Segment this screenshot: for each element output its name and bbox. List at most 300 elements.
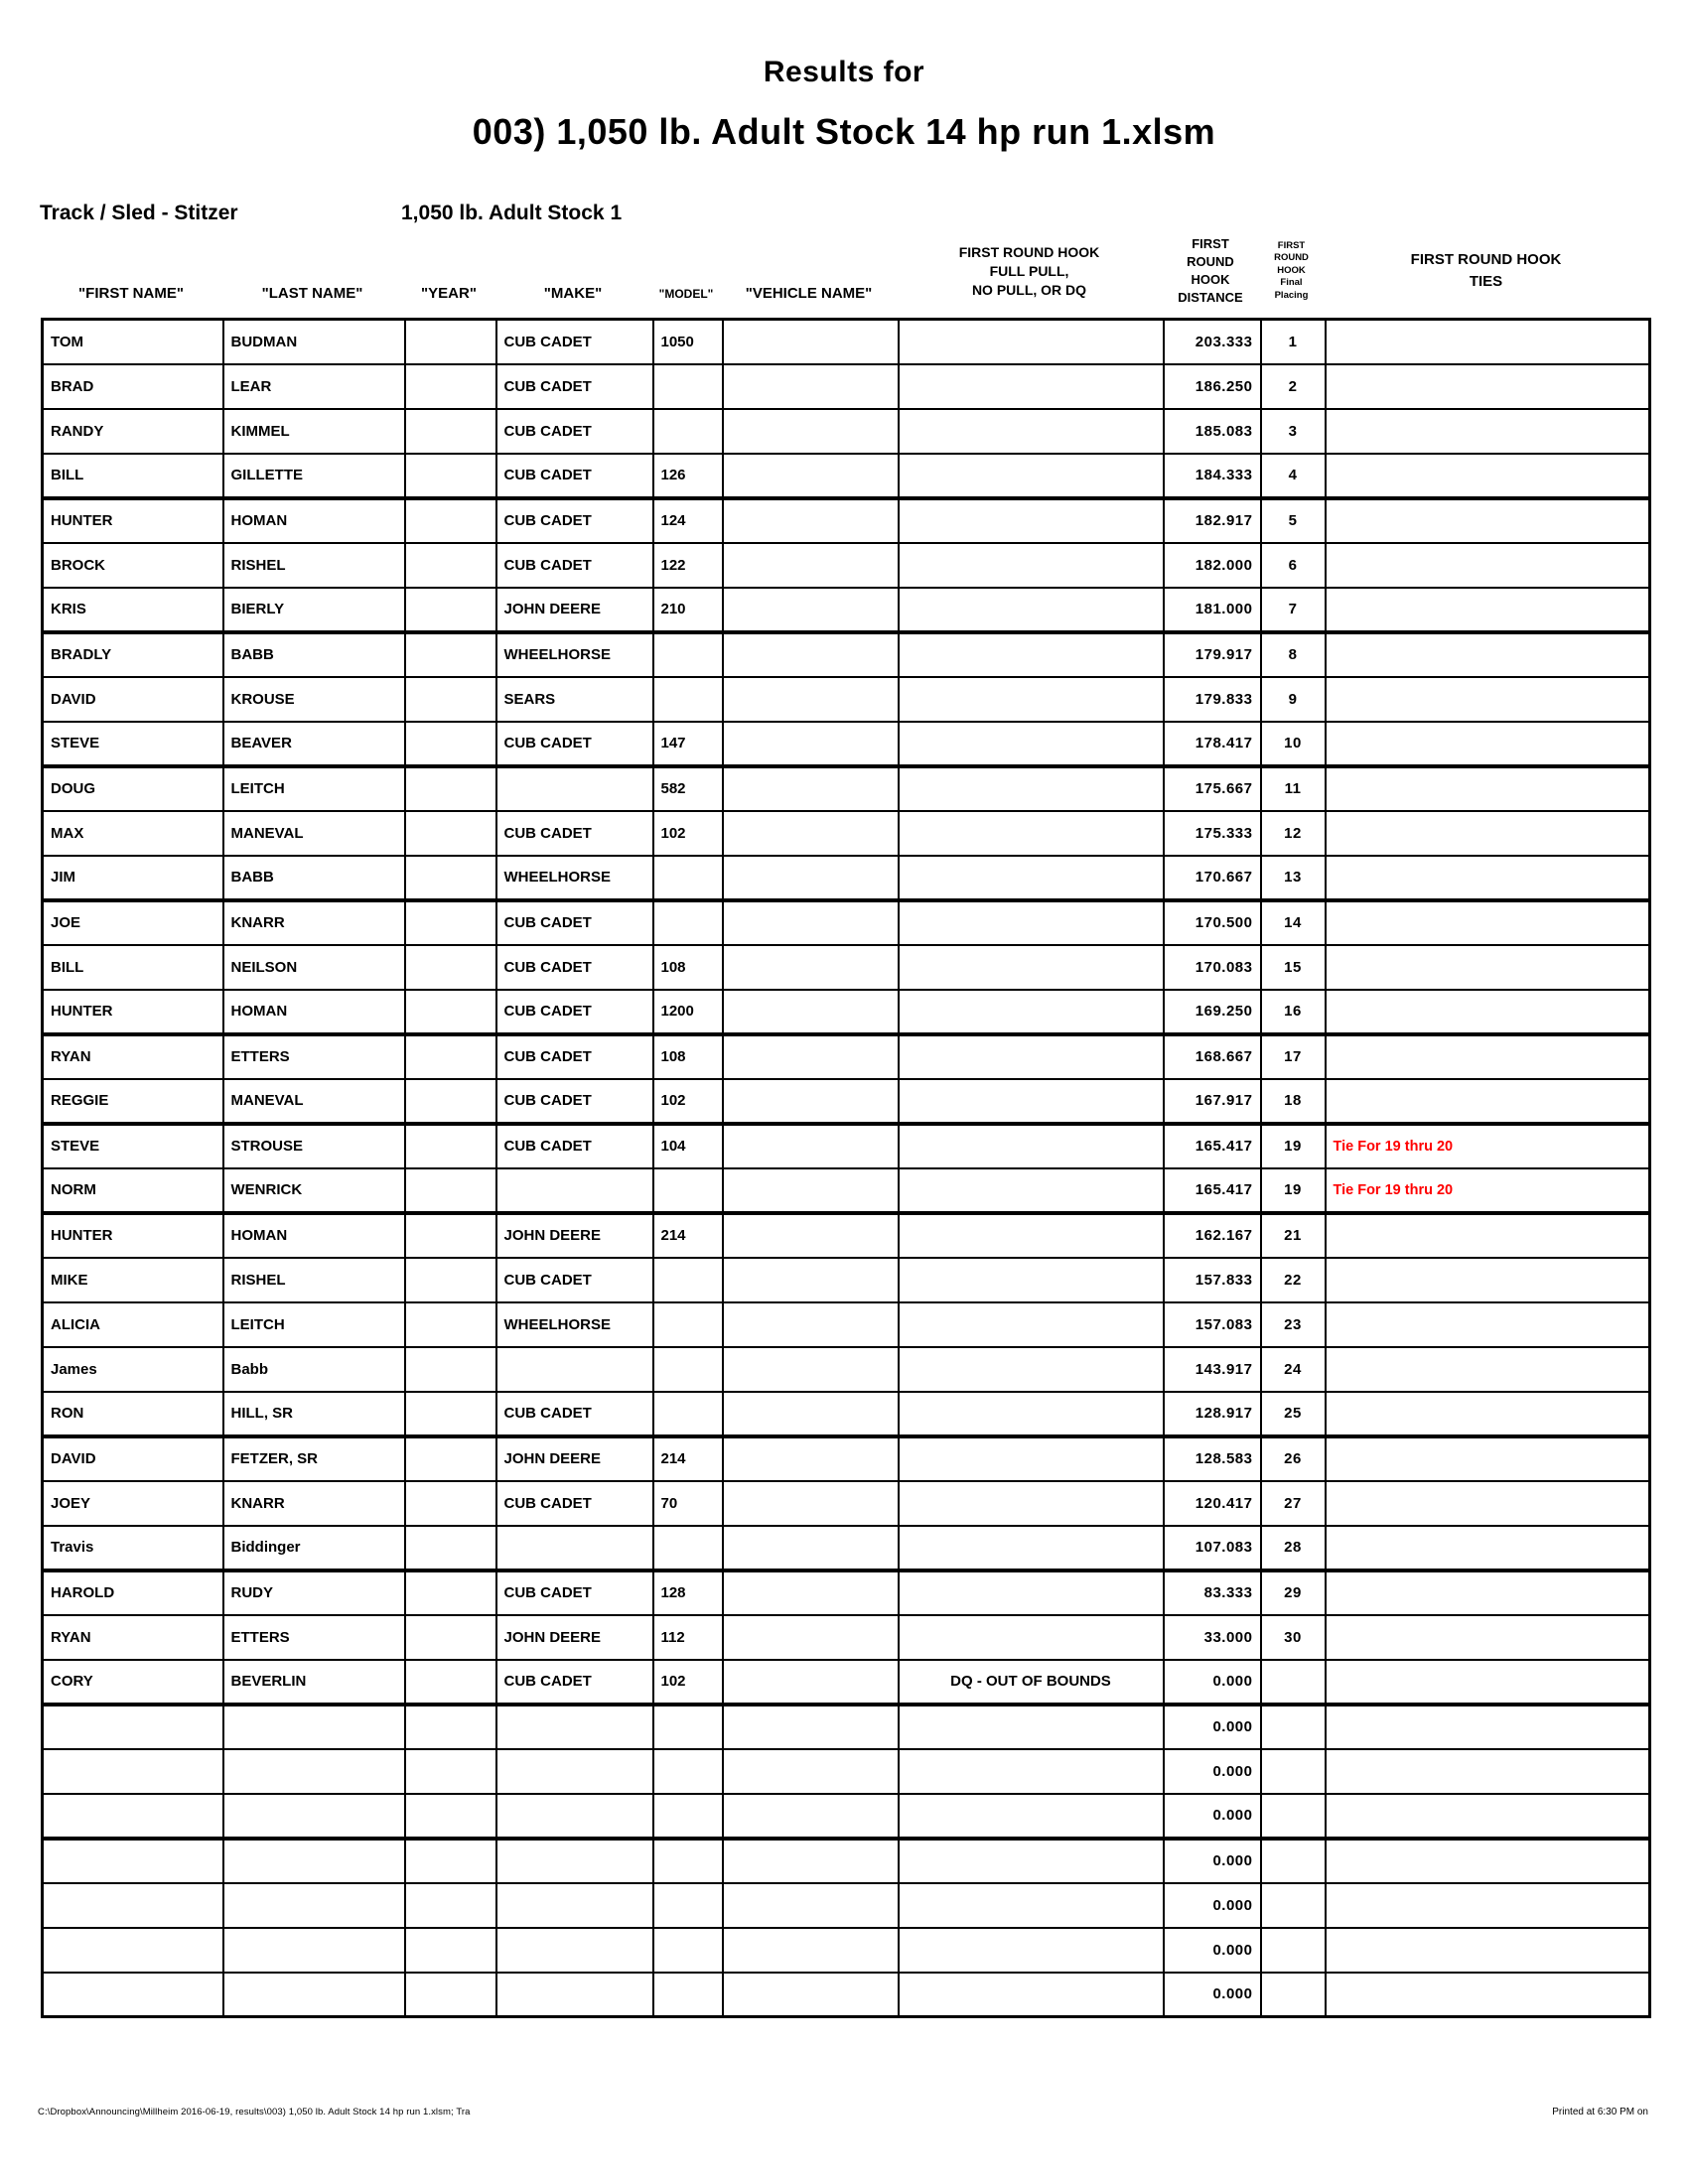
hook-result-cell — [899, 677, 1164, 722]
header-distance-line2: ROUND — [1187, 254, 1234, 269]
year-cell — [405, 1705, 496, 1749]
year-cell — [405, 990, 496, 1034]
make-cell — [496, 1973, 653, 2017]
model-cell: 112 — [653, 1615, 723, 1660]
last-name-cell: Babb — [223, 1347, 405, 1392]
table-row — [43, 1883, 1650, 1928]
header-placing-line1: FIRST — [1277, 239, 1306, 251]
year-cell — [405, 1302, 496, 1347]
make-cell — [496, 1347, 653, 1392]
make-cell: CUB CADET — [496, 543, 653, 588]
placing-cell — [1261, 1928, 1326, 1973]
table-row — [43, 1526, 1650, 1570]
last-name-cell: ETTERS — [223, 1034, 405, 1079]
first-name-cell — [43, 1794, 223, 1839]
first-name-cell: RYAN — [43, 1615, 223, 1660]
first-name-cell: HUNTER — [43, 990, 223, 1034]
vehicle-name-cell — [723, 766, 899, 811]
make-cell: JOHN DEERE — [496, 1436, 653, 1481]
hook-result-cell — [899, 766, 1164, 811]
first-name-cell — [43, 1705, 223, 1749]
placing-cell: 5 — [1261, 498, 1326, 543]
year-cell — [405, 856, 496, 900]
model-cell — [653, 1794, 723, 1839]
distance-cell: 0.000 — [1164, 1660, 1261, 1705]
header-final-placing — [1259, 224, 1324, 318]
header-last-name — [221, 224, 403, 318]
table-row — [43, 1302, 1650, 1347]
year-cell — [405, 677, 496, 722]
distance-cell: 181.000 — [1164, 588, 1261, 632]
model-cell: 108 — [653, 1034, 723, 1079]
last-name-cell — [223, 1794, 405, 1839]
year-cell — [405, 1034, 496, 1079]
first-name-cell: RON — [43, 1392, 223, 1436]
ties-cell — [1326, 1794, 1650, 1839]
distance-cell: 170.500 — [1164, 900, 1261, 945]
table-row — [43, 364, 1650, 409]
distance-cell: 162.167 — [1164, 1213, 1261, 1258]
first-name-cell: HAROLD — [43, 1570, 223, 1615]
distance-cell: 165.417 — [1164, 1124, 1261, 1168]
first-name-cell: DAVID — [43, 1436, 223, 1481]
hook-result-cell — [899, 364, 1164, 409]
model-cell — [653, 1258, 723, 1302]
hook-result-cell — [899, 856, 1164, 900]
distance-cell: 0.000 — [1164, 1973, 1261, 2017]
table-row — [43, 1481, 1650, 1526]
hook-result-cell — [899, 409, 1164, 454]
make-cell: JOHN DEERE — [496, 1213, 653, 1258]
hook-result-cell — [899, 1749, 1164, 1794]
make-cell: JOHN DEERE — [496, 588, 653, 632]
ties-cell — [1326, 1660, 1650, 1705]
hook-result-cell — [899, 498, 1164, 543]
header-make-label: "MAKE" — [543, 285, 603, 302]
hook-result-cell — [899, 1124, 1164, 1168]
hook-result-cell — [899, 320, 1164, 364]
last-name-cell: NEILSON — [223, 945, 405, 990]
distance-cell: 157.833 — [1164, 1258, 1261, 1302]
first-name-cell: JIM — [43, 856, 223, 900]
distance-cell: 185.083 — [1164, 409, 1261, 454]
header-first-round-hook-ties — [1324, 224, 1648, 318]
last-name-cell: BIERLY — [223, 588, 405, 632]
placing-cell: 11 — [1261, 766, 1326, 811]
distance-cell: 0.000 — [1164, 1839, 1261, 1883]
distance-cell: 182.917 — [1164, 498, 1261, 543]
ties-cell — [1326, 588, 1650, 632]
placing-cell — [1261, 1660, 1326, 1705]
placing-cell: 18 — [1261, 1079, 1326, 1124]
year-cell — [405, 1839, 496, 1883]
placing-cell: 19 — [1261, 1124, 1326, 1168]
first-name-cell: KRIS — [43, 588, 223, 632]
page-title: Results for — [763, 56, 925, 88]
ties-cell — [1326, 1392, 1650, 1436]
year-cell — [405, 1973, 496, 2017]
hook-result-cell — [899, 1481, 1164, 1526]
hook-result-cell — [899, 543, 1164, 588]
placing-cell: 10 — [1261, 722, 1326, 766]
vehicle-name-cell — [723, 1034, 899, 1079]
table-row — [43, 1928, 1650, 1973]
vehicle-name-cell — [723, 498, 899, 543]
distance-cell: 143.917 — [1164, 1347, 1261, 1392]
model-cell — [653, 900, 723, 945]
ties-cell — [1326, 1481, 1650, 1526]
make-cell: CUB CADET — [496, 1392, 653, 1436]
first-name-cell: HUNTER — [43, 498, 223, 543]
first-name-cell: DAVID — [43, 677, 223, 722]
hook-result-cell — [899, 945, 1164, 990]
distance-cell: 107.083 — [1164, 1526, 1261, 1570]
first-name-cell — [43, 1973, 223, 2017]
table-row — [43, 1973, 1650, 2017]
hook-result-cell — [899, 454, 1164, 498]
ties-cell — [1326, 409, 1650, 454]
year-cell — [405, 632, 496, 677]
hook-result-cell — [899, 1079, 1164, 1124]
last-name-cell: BABB — [223, 856, 405, 900]
first-name-cell: CORY — [43, 1660, 223, 1705]
column-headers — [41, 224, 1648, 318]
distance-cell: 128.583 — [1164, 1436, 1261, 1481]
table-row — [43, 1839, 1650, 1883]
distance-cell: 179.917 — [1164, 632, 1261, 677]
table-row — [43, 811, 1650, 856]
placing-cell: 2 — [1261, 364, 1326, 409]
year-cell — [405, 1883, 496, 1928]
vehicle-name-cell — [723, 1258, 899, 1302]
vehicle-name-cell — [723, 990, 899, 1034]
make-cell: CUB CADET — [496, 990, 653, 1034]
table-row — [43, 1660, 1650, 1705]
placing-cell — [1261, 1794, 1326, 1839]
model-cell: 1200 — [653, 990, 723, 1034]
year-cell — [405, 1258, 496, 1302]
hook-result-cell — [899, 1258, 1164, 1302]
make-cell — [496, 1794, 653, 1839]
model-cell — [653, 1839, 723, 1883]
vehicle-name-cell — [723, 1794, 899, 1839]
vehicle-name-cell — [723, 1124, 899, 1168]
first-name-cell: BRADLY — [43, 632, 223, 677]
placing-cell: 28 — [1261, 1526, 1326, 1570]
ties-cell — [1326, 1258, 1650, 1302]
year-cell — [405, 1168, 496, 1213]
placing-cell: 14 — [1261, 900, 1326, 945]
ties-cell — [1326, 1615, 1650, 1660]
make-cell: SEARS — [496, 677, 653, 722]
distance-cell: 179.833 — [1164, 677, 1261, 722]
header-hook-line1: FIRST ROUND HOOK — [958, 243, 1100, 260]
make-cell: JOHN DEERE — [496, 1615, 653, 1660]
first-name-cell: James — [43, 1347, 223, 1392]
first-name-cell — [43, 1928, 223, 1973]
placing-cell: 8 — [1261, 632, 1326, 677]
year-cell — [405, 722, 496, 766]
table-row — [43, 945, 1650, 990]
first-name-cell: JOEY — [43, 1481, 223, 1526]
placing-cell: 1 — [1261, 320, 1326, 364]
header-ties-line2: TIES — [1469, 273, 1503, 290]
ties-cell — [1326, 1213, 1650, 1258]
ties-cell — [1326, 1570, 1650, 1615]
make-cell — [496, 1839, 653, 1883]
make-cell: CUB CADET — [496, 498, 653, 543]
vehicle-name-cell — [723, 454, 899, 498]
make-cell — [496, 766, 653, 811]
hook-result-cell — [899, 1570, 1164, 1615]
distance-cell: 203.333 — [1164, 320, 1261, 364]
make-cell: CUB CADET — [496, 811, 653, 856]
distance-cell: 128.917 — [1164, 1392, 1261, 1436]
vehicle-name-cell — [723, 677, 899, 722]
placing-cell: 15 — [1261, 945, 1326, 990]
distance-cell: 0.000 — [1164, 1705, 1261, 1749]
model-cell — [653, 1526, 723, 1570]
placing-cell: 25 — [1261, 1392, 1326, 1436]
model-cell: 1050 — [653, 320, 723, 364]
first-name-cell: RYAN — [43, 1034, 223, 1079]
page-subtitle-filename: 003) 1,050 lb. Adult Stock 14 hp run 1.xlsm — [472, 111, 1216, 152]
last-name-cell: BEAVER — [223, 722, 405, 766]
distance-cell: 170.083 — [1164, 945, 1261, 990]
last-name-cell: HOMAN — [223, 1213, 405, 1258]
last-name-cell: KIMMEL — [223, 409, 405, 454]
ties-cell: Tie For 19 thru 20 — [1326, 1168, 1650, 1213]
first-name-cell: BROCK — [43, 543, 223, 588]
last-name-cell — [223, 1928, 405, 1973]
placing-cell — [1261, 1973, 1326, 2017]
year-cell — [405, 1347, 496, 1392]
model-cell: 214 — [653, 1436, 723, 1481]
model-cell — [653, 677, 723, 722]
hook-result-cell — [899, 1392, 1164, 1436]
table-row — [43, 1168, 1650, 1213]
hook-result-cell — [899, 1615, 1164, 1660]
ties-cell — [1326, 900, 1650, 945]
model-cell: 102 — [653, 811, 723, 856]
model-cell: 128 — [653, 1570, 723, 1615]
vehicle-name-cell — [723, 1973, 899, 2017]
year-cell — [405, 1213, 496, 1258]
year-cell — [405, 1526, 496, 1570]
vehicle-name-cell — [723, 1660, 899, 1705]
hook-result-cell — [899, 1436, 1164, 1481]
model-cell — [653, 1883, 723, 1928]
table-row — [43, 409, 1650, 454]
first-name-cell — [43, 1839, 223, 1883]
ties-cell — [1326, 1436, 1650, 1481]
make-cell — [496, 1705, 653, 1749]
ties-cell — [1326, 498, 1650, 543]
last-name-cell: BABB — [223, 632, 405, 677]
year-cell — [405, 588, 496, 632]
model-cell — [653, 632, 723, 677]
model-cell: 147 — [653, 722, 723, 766]
make-cell: CUB CADET — [496, 1481, 653, 1526]
header-ties-line1: FIRST ROUND HOOK — [1410, 251, 1562, 268]
model-cell — [653, 1392, 723, 1436]
table-row — [43, 632, 1650, 677]
distance-cell: 0.000 — [1164, 1794, 1261, 1839]
header-placing-line5: Placing — [1274, 289, 1309, 301]
ties-cell — [1326, 1079, 1650, 1124]
placing-cell — [1261, 1883, 1326, 1928]
placing-cell: 17 — [1261, 1034, 1326, 1079]
model-cell: 70 — [653, 1481, 723, 1526]
vehicle-name-cell — [723, 722, 899, 766]
hook-result-cell — [899, 1526, 1164, 1570]
distance-cell: 120.417 — [1164, 1481, 1261, 1526]
model-cell — [653, 364, 723, 409]
model-cell — [653, 1302, 723, 1347]
ties-cell — [1326, 364, 1650, 409]
year-cell — [405, 945, 496, 990]
placing-cell: 16 — [1261, 990, 1326, 1034]
last-name-cell: WENRICK — [223, 1168, 405, 1213]
make-cell: CUB CADET — [496, 409, 653, 454]
ties-cell — [1326, 1883, 1650, 1928]
ties-cell — [1326, 320, 1650, 364]
make-cell: CUB CADET — [496, 722, 653, 766]
table-row — [43, 1079, 1650, 1124]
ties-cell — [1326, 543, 1650, 588]
placing-cell: 27 — [1261, 1481, 1326, 1526]
table-row — [43, 1749, 1650, 1794]
model-cell — [653, 1928, 723, 1973]
header-hook-line3: NO PULL, OR DQ — [971, 281, 1087, 298]
ties-cell — [1326, 1973, 1650, 2017]
table-row — [43, 1258, 1650, 1302]
ties-cell — [1326, 1347, 1650, 1392]
make-cell — [496, 1883, 653, 1928]
table-row — [43, 588, 1650, 632]
distance-cell: 175.333 — [1164, 811, 1261, 856]
results-table — [41, 318, 1651, 2018]
ties-cell — [1326, 454, 1650, 498]
placing-cell: 9 — [1261, 677, 1326, 722]
last-name-cell: STROUSE — [223, 1124, 405, 1168]
make-cell: WHEELHORSE — [496, 632, 653, 677]
make-cell: CUB CADET — [496, 900, 653, 945]
vehicle-name-cell — [723, 632, 899, 677]
make-cell: CUB CADET — [496, 320, 653, 364]
vehicle-name-cell — [723, 588, 899, 632]
vehicle-name-cell — [723, 1928, 899, 1973]
vehicle-name-cell — [723, 1392, 899, 1436]
vehicle-name-cell — [723, 1213, 899, 1258]
ties-cell — [1326, 1928, 1650, 1973]
vehicle-name-cell — [723, 1883, 899, 1928]
make-cell: WHEELHORSE — [496, 1302, 653, 1347]
distance-cell: 170.667 — [1164, 856, 1261, 900]
table-row — [43, 1705, 1650, 1749]
hook-result-cell — [899, 900, 1164, 945]
year-cell — [405, 364, 496, 409]
ties-cell — [1326, 632, 1650, 677]
vehicle-name-cell — [723, 811, 899, 856]
hook-result-cell — [899, 811, 1164, 856]
header-placing-line4: Final — [1280, 277, 1303, 289]
hook-result-cell — [899, 1973, 1164, 2017]
vehicle-name-cell — [723, 1749, 899, 1794]
make-cell — [496, 1168, 653, 1213]
hook-result-cell: DQ - OUT OF BOUNDS — [899, 1660, 1164, 1705]
table-row — [43, 498, 1650, 543]
header-placing-line2: ROUND — [1274, 252, 1309, 264]
year-cell — [405, 1749, 496, 1794]
table-row — [43, 990, 1650, 1034]
header-model-label: "MODEL" — [658, 287, 714, 301]
hook-result-cell — [899, 1883, 1164, 1928]
table-row — [43, 1615, 1650, 1660]
vehicle-name-cell — [723, 1705, 899, 1749]
year-cell — [405, 900, 496, 945]
placing-cell: 6 — [1261, 543, 1326, 588]
model-cell: 582 — [653, 766, 723, 811]
table-row — [43, 1124, 1650, 1168]
table-row — [43, 1213, 1650, 1258]
placing-cell: 3 — [1261, 409, 1326, 454]
model-cell: 126 — [653, 454, 723, 498]
table-row — [43, 1034, 1650, 1079]
table-row — [43, 1392, 1650, 1436]
last-name-cell: MANEVAL — [223, 1079, 405, 1124]
last-name-cell — [223, 1883, 405, 1928]
table-row — [43, 677, 1650, 722]
table-row — [43, 543, 1650, 588]
last-name-cell: LEAR — [223, 364, 405, 409]
vehicle-name-cell — [723, 945, 899, 990]
distance-cell: 175.667 — [1164, 766, 1261, 811]
first-name-cell: Travis — [43, 1526, 223, 1570]
placing-cell: 13 — [1261, 856, 1326, 900]
model-cell — [653, 856, 723, 900]
header-first-name-label: "FIRST NAME" — [78, 285, 184, 302]
year-cell — [405, 1124, 496, 1168]
placing-cell: 23 — [1261, 1302, 1326, 1347]
distance-cell: 165.417 — [1164, 1168, 1261, 1213]
first-name-cell: NORM — [43, 1168, 223, 1213]
model-cell: 122 — [653, 543, 723, 588]
placing-cell: 24 — [1261, 1347, 1326, 1392]
last-name-cell: KNARR — [223, 900, 405, 945]
distance-cell: 169.250 — [1164, 990, 1261, 1034]
last-name-cell: FETZER, SR — [223, 1436, 405, 1481]
first-name-cell: HUNTER — [43, 1213, 223, 1258]
table-row — [43, 722, 1650, 766]
ties-cell — [1326, 1839, 1650, 1883]
year-cell — [405, 454, 496, 498]
year-cell — [405, 811, 496, 856]
placing-cell: 19 — [1261, 1168, 1326, 1213]
table-row — [43, 900, 1650, 945]
footer-file-path: C:\Dropbox\Announcing\Millheim 2016-06-19, results\003) 1,050 lb. Adult Stock 14 hp run 1.xlsm; Tra — [38, 2107, 471, 2117]
ties-cell — [1326, 990, 1650, 1034]
header-vehicle-name — [721, 224, 897, 318]
make-cell: CUB CADET — [496, 1258, 653, 1302]
distance-cell: 184.333 — [1164, 454, 1261, 498]
last-name-cell: KROUSE — [223, 677, 405, 722]
last-name-cell: BEVERLIN — [223, 1660, 405, 1705]
placing-cell — [1261, 1705, 1326, 1749]
vehicle-name-cell — [723, 320, 899, 364]
placing-cell: 7 — [1261, 588, 1326, 632]
header-year — [403, 224, 494, 318]
